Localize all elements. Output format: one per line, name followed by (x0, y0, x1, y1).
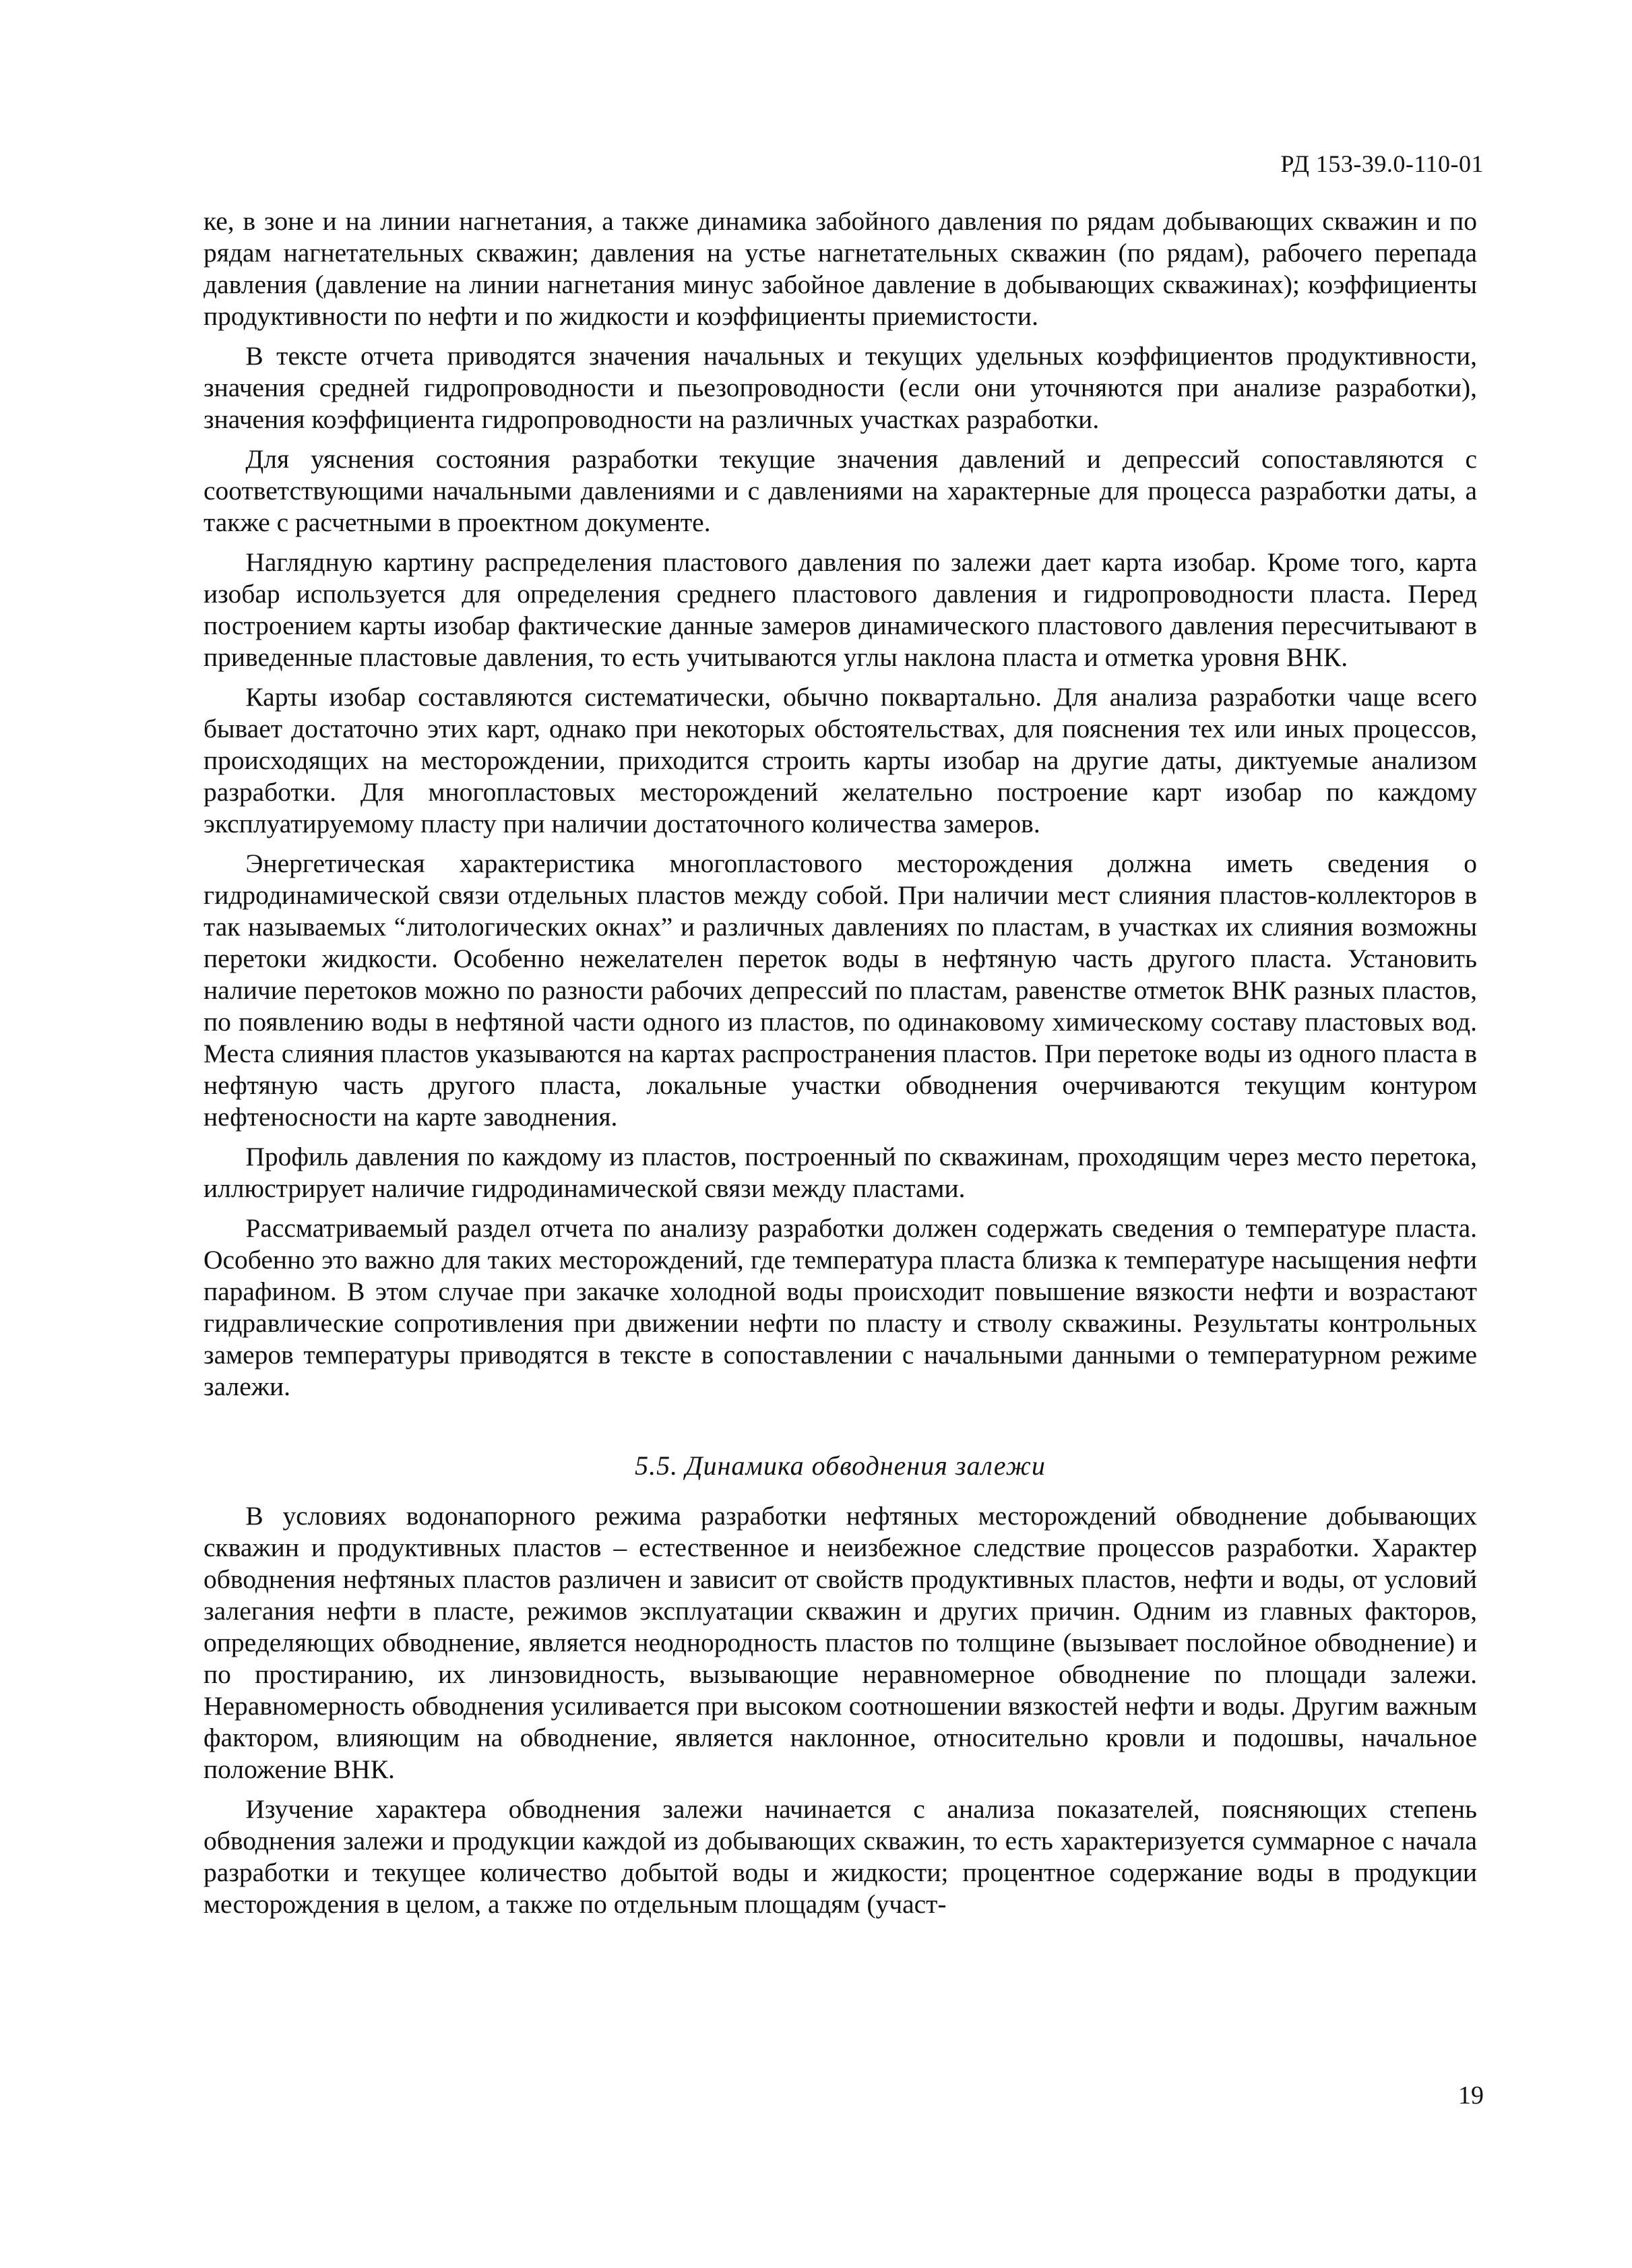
paragraph: В условиях водонапорного режима разработки нефтяных месторождений обводнение добывающих скважин и продуктивных пластов – естественное и неизбежное следствие процессов разработки. Характер обводнения нефтяных пластов различен и зависит от свойств продуктивных пластов, нефти и воды, от условий залегания нефти в пласте, режимов эксплуатации скважин и других причин. Одним из главных факторов, определяющих обводнение, является неоднородность пластов по толщине (вызывает послойное обводнение) и по простиранию, их линзовидность, вызывающие неравномерное обводнение по площади залежи. Неравномерность обводнения усиливается при высоком соотношении вязкостей нефти и воды. Другим важным фактором, влияющим на обводнение, является наклонное, относительно кровли и подошвы, начальное положение ВНК. (203, 1501, 1477, 1784)
paragraph: Наглядную картину распределения пластового давления по залежи дает карта изобар. Кроме того, карта изобар используется для определения среднего пластового давления и гидропроводности пласта. Перед построением карты изобар фактические данные замеров динамического пластового давления пересчитывают в приведенные пластовые давления, то есть учитываются углы наклона пласта и отметка уровня ВНК. (203, 547, 1477, 672)
paragraph: Рассматриваемый раздел отчета по анализу разработки должен содержать сведения о температуре пласта. Особенно это важно для таких месторождений, где температура пласта близка к температуре насыщения нефти парафином. В этом случае при закачке холодной воды происходит повышение вязкости нефти и возрастают гидравлические сопротивления при движении нефти по пласту и стволу скважины. Результаты контрольных замеров температуры приводятся в тексте в сопоставлении с начальными данными о температурном режиме залежи. (203, 1213, 1477, 1401)
document-code-header: РД 153-39.0-110-01 (1280, 150, 1484, 177)
paragraph-continuation: ке, в зоне и на линии нагнетания, а также динамика забойного давления по рядам добывающих скважин и по рядам нагнетательных скважин; давления на устье нагнетательных скважин (по рядам), рабочего перепада давления (давление на линии нагнетания минус забойное давление в добывающих скважинах); коэффициенты продуктивности по нефти и по жидкости и коэффициенты приемистости. (203, 206, 1477, 331)
document-body (203, 206, 1477, 1928)
paragraph: Изучение характера обводнения залежи начинается с анализа показателей, поясняющих степень обводнения залежи и продукции каждой из добывающих скважин, то есть характеризуется суммарное с начала разработки и текущее количество добытой воды и жидкости; процентное содержание воды в продукции месторождения в целом, а также по отдельным площадям (участ- (203, 1794, 1477, 1919)
paragraph: Карты изобар составляются систематически, обычно поквартально. Для анализа разработки чаще всего бывает достаточно этих карт, однако при некоторых обстоятельствах, для пояснения тех или иных процессов, происходящих на месторождении, приходится строить карты изобар на другие даты, диктуемые анализом разработки. Для многопластовых месторождений желательно построение карт изобар по каждому эксплуатируемому пласту при наличии достаточного количества замеров. (203, 682, 1477, 838)
page-number: 19 (1458, 2081, 1484, 2110)
paragraph: Для уяснения состояния разработки текущие значения давлений и депрессий сопоставляются с соответствующими начальными давлениями и с давлениями на характерные для процесса разработки даты, а также с расчетными в проектном документе. (203, 444, 1477, 537)
paragraph: В тексте отчета приводятся значения начальных и текущих удельных коэффициентов продуктивности, значения средней гидропроводности и пьезопроводности (если они уточняются при анализе разработки), значения коэффициента гидропроводности на различных участках разработки. (203, 341, 1477, 434)
paragraph: Энергетическая характеристика многопластового месторождения должна иметь сведения о гидродинамической связи отдельных пластов между собой. При наличии мест слияния пластов-коллекторов в так называемых “литологических окнах” и различных давлениях по пластам, в участках их слияния возможны перетоки жидкости. Особенно нежелателен переток воды в нефтяную часть другого пласта. Установить наличие перетоков можно по разности рабочих депрессий по пластам, равенстве отметок ВНК разных пластов, по появлению воды в нефтяной части одного из пластов, по одинаковому химическому составу пластовых вод. Места слияния пластов указываются на картах распространения пластов. При перетоке воды из одного пласта в нефтяную часть другого пласта, локальные участки обводнения очерчиваются текущим контуром нефтеносности на карте заводнения. (203, 849, 1477, 1132)
section-heading: 5.5. Динамика обводнения залежи (635, 1450, 1046, 1481)
paragraph: Профиль давления по каждому из пластов, построенный по скважинам, проходящим через место перетока, иллюстрирует наличие гидродинамической связи между пластами. (203, 1142, 1477, 1203)
